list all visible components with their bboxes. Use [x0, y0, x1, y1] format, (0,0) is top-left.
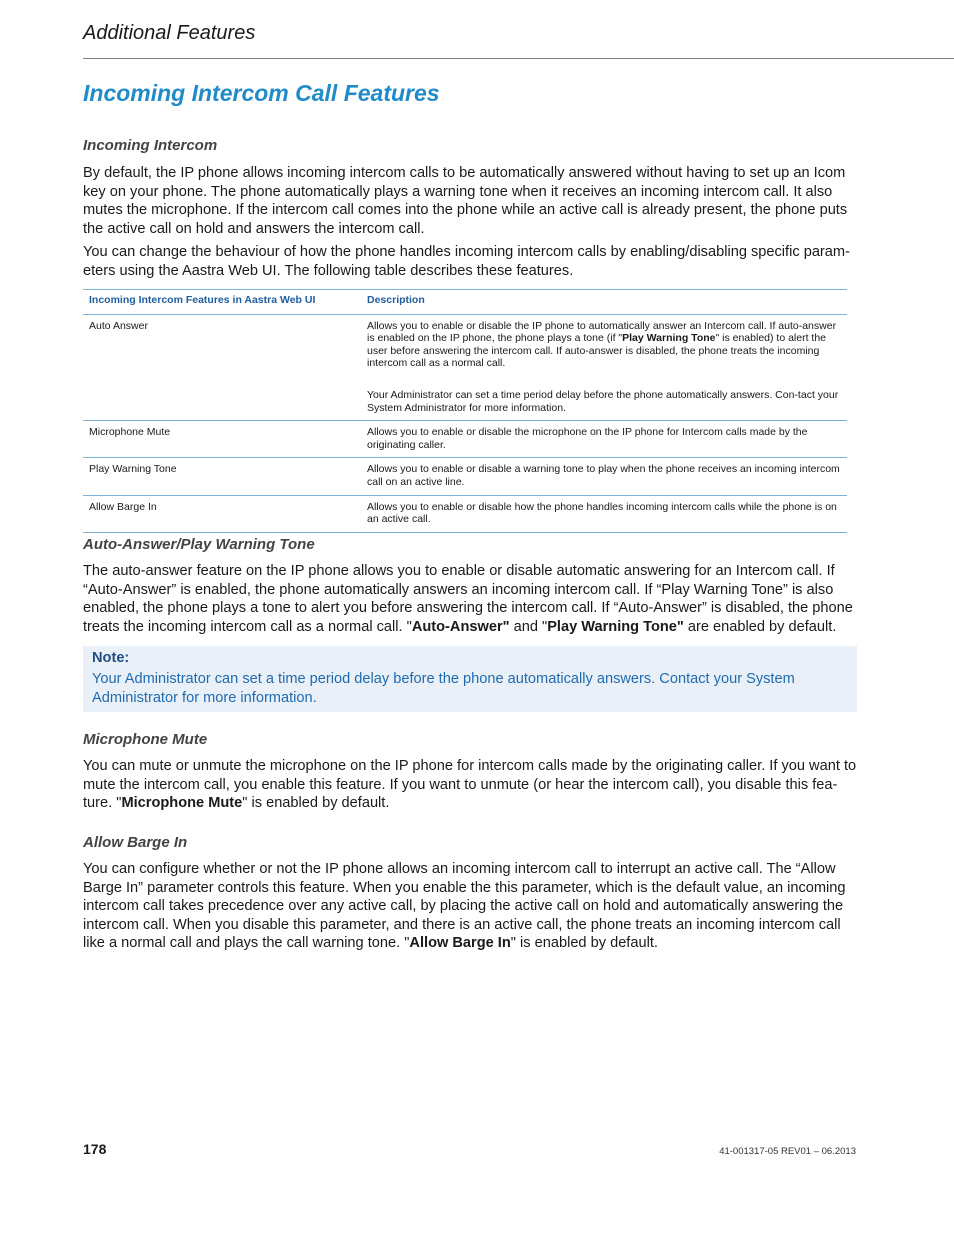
- bold-term: Microphone Mute: [121, 795, 243, 812]
- column-header-description: Description: [361, 290, 847, 315]
- header-section-title: Additional Features: [83, 22, 256, 44]
- description-text: " is enabled) to alert the user before answering the intercom call. If auto-answer is disabled, the phone treats the incoming intercom call as a normal call.: [367, 332, 827, 370]
- description-cell: Allows you to enable or disable the microphone on the IP phone for Intercom calls made by the originating caller.: [361, 421, 847, 458]
- paragraph-text: are enabled by default.: [683, 618, 837, 635]
- feature-cell: Microphone Mute: [83, 421, 361, 458]
- section-heading: Incoming Intercom: [83, 137, 218, 154]
- paragraph: By default, the IP phone allows incoming intercom calls to be automatically answered without having to set up an Icom key on your phone. The phone automatically plays a warning tone when it receives an incoming intercom call. It also mutes the microphone. If the intercom call comes into the phone while an active call is already present, the phone puts the active call on hold and answers the intercom call.: [83, 165, 848, 237]
- bold-term: Allow Barge In: [409, 935, 511, 952]
- section-incoming-intercom: [83, 137, 857, 281]
- description-bold: Play Warning Tone: [622, 332, 716, 345]
- section-auto-answer: [83, 536, 857, 636]
- table-row: [83, 314, 847, 421]
- feature-cell: Play Warning Tone: [83, 458, 361, 495]
- section-allow-barge-in: [83, 834, 857, 953]
- section-microphone-mute: [83, 731, 857, 813]
- paragraph-text: The auto-answer feature on the IP phone allows you to enable or disable automatic answering for an Intercom call. If “Auto-Answer” is enabled, the phone automatically answers an incoming intercom call. If “Play Warning Tone” is also enabled, the phone plays a tone to alert you before answering the intercom call. If “Auto-Answer” is disabled, the phone treats the incoming intercom call as a normal call. ": [83, 563, 853, 635]
- description-text: Allows you to enable or disable the IP phone to automatically answer an Intercom call. If auto-answer is enabled on the IP phone, the phone plays a tone (if ": [367, 319, 837, 345]
- table-header-row: [83, 290, 847, 315]
- note-title: Note:: [92, 650, 130, 666]
- description-cell: Allows you to enable or disable how the phone handles incoming intercom calls while the phone is on an active call.: [361, 495, 847, 532]
- paragraph-text: and ": [509, 618, 548, 635]
- note-box: [83, 646, 857, 712]
- document-id: 41-001317-05 REV01 – 06.2013: [719, 1146, 856, 1157]
- section-heading: Microphone Mute: [83, 731, 208, 748]
- paragraph: You can change the behaviour of how the phone handles incoming intercom calls by enabling/disabling specific param-eters using the Aastra Web UI. The following table describes these features.: [83, 244, 850, 279]
- paragraph: [83, 562, 857, 636]
- page-title: Incoming Intercom Call Features: [83, 80, 440, 106]
- description-cell: Allows you to enable or disable a warning tone to play when the phone receives an incoming intercom call on an active line.: [361, 458, 847, 495]
- features-table: [83, 289, 847, 533]
- feature-cell: Auto Answer: [83, 314, 361, 421]
- section-heading: Auto-Answer/Play Warning Tone: [83, 536, 315, 553]
- description-extra: Your Administrator can set a time period delay before the phone automatically answers. Con-tact your System Administrator for more information.: [367, 388, 839, 414]
- table-row: [83, 458, 847, 495]
- description-cell: [361, 314, 847, 421]
- paragraph-text: " is enabled by default.: [510, 935, 658, 952]
- paragraph-text: " is enabled by default.: [242, 795, 390, 812]
- paragraph: [83, 757, 857, 813]
- page-number: 178: [83, 1141, 107, 1157]
- paragraph-text: You can mute or unmute the microphone on the IP phone for intercom calls made by the originating caller. If you want to mute the intercom call, you enable this feature. If you want to unmute (or hear the intercom call), you disable this fea-ture. ": [83, 758, 857, 812]
- table-row: [83, 495, 847, 532]
- paragraph-text: You can configure whether or not the IP phone allows an incoming intercom call to interrupt an active call. The “Allow Barge In” parameter controls this feature. When you enable the this parameter, which is the default value, an incoming intercom call takes precedence over any active call, by placing the active call on hold and automatically answering the intercom call. When you disable this parameter, and there is an active call, the phone treats an incoming intercom call like a normal call and plays the call warning tone. ": [83, 861, 846, 952]
- header-divider: [83, 58, 954, 59]
- bold-term: Play Warning Tone": [547, 618, 684, 635]
- table-row: [83, 421, 847, 458]
- section-heading: Allow Barge In: [83, 834, 188, 851]
- note-text: Your Administrator can set a time period delay before the phone automatically answers. Contact your System Administrator for more information.: [92, 671, 795, 706]
- paragraph: [83, 860, 857, 953]
- column-header-feature: Incoming Intercom Features in Aastra Web UI: [83, 290, 361, 315]
- bold-term: Auto-Answer": [411, 618, 510, 635]
- feature-cell: Allow Barge In: [83, 495, 361, 532]
